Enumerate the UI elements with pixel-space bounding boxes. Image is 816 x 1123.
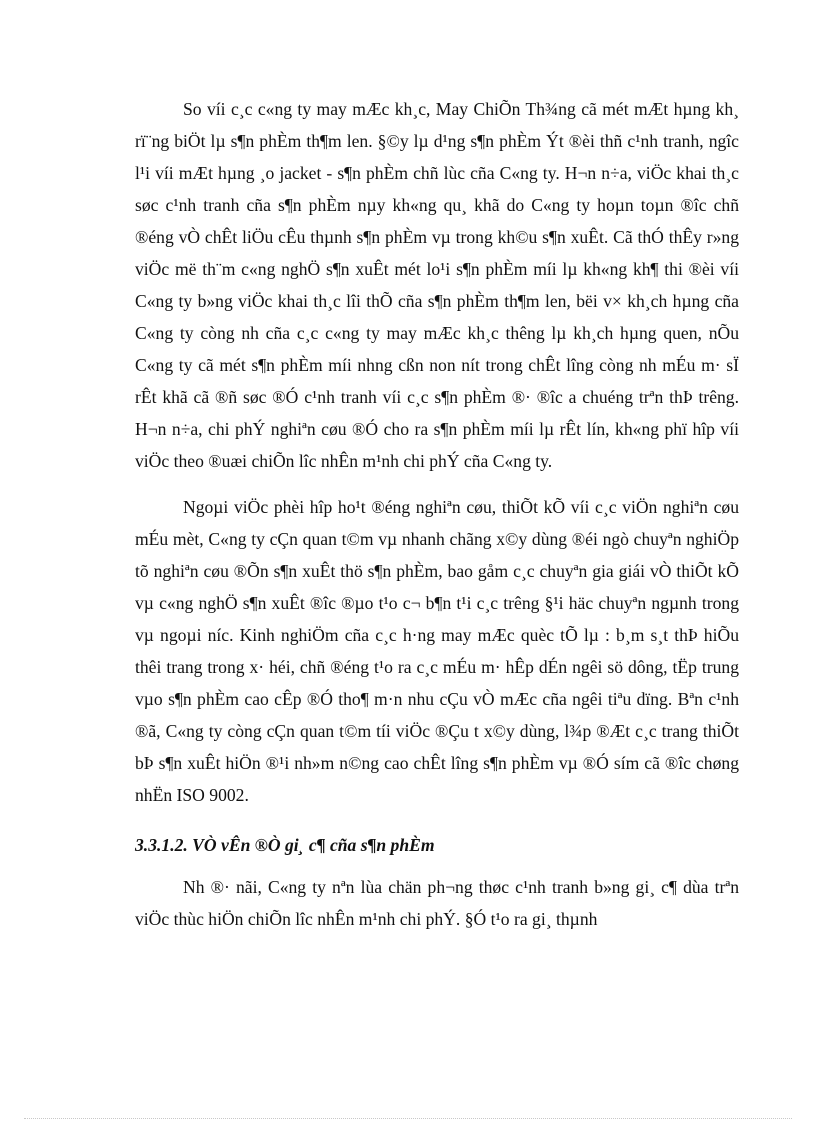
paragraph-price: Nh ®· nãi, C«ng ty nªn lùa chän ph¬ng thøc c¹nh tranh b»ng gi¸ c¶ dùa trªn viÖc thùc hiÖn chiÕn lîc nhÊn m¹nh chi phÝ. §Ó t¹o ra gi¸ thµnh (135, 877, 739, 929)
document-body (135, 93, 739, 935)
section-heading: 3.3.1.2. VÒ vÊn ®Ò gi¸ c¶ cña s¶n phÈm (135, 835, 435, 855)
paragraph-product-carpet: So víi c¸c c«ng ty may mÆc kh¸c, May ChiÕn Th¾ng cã mét mÆt hµng kh¸ rï¨ng biÖt lµ s¶n phÈm th¶m len. §©y lµ d¹ng s¶n phÈm Ýt ®èi thñ c¹nh tranh, ngîc l¹i víi mÆt hµng ¸o jacket - s¶n phÈm chñ lùc cña C«ng ty. H¬n n÷a, viÖc khai th¸c søc c¹nh tranh cña s¶n phÈm nµy kh«ng qu¸ khã do C«ng ty hoµn toµn ®îc chñ ®éng vÒ chÊt liÖu cÊu thµnh s¶n phÈm vµ trong kh©u s¶n xuÊt. Cã thÓ thÊy r»ng viÖc më th¨m c«ng nghÖ s¶n xuÊt mét lo¹i s¶n phÈm míi lµ kh«ng kh¶ thi ®èi víi C«ng ty b»ng viÖc khai th¸c lîi thÕ cña s¶n phÈm th¶m len, bëi v× kh¸ch hµng cña C«ng ty còng nh cña c¸c c«ng ty may mÆc kh¸c thêng lµ kh¸ch hµng quen, nÕu C«ng ty cã mét s¶n phÈm míi nhng cßn non nít trong chÊt lîng còng nh mÉu m· sÏ rÊt khã cã ®ñ søc ®Ó c¹nh tranh víi c¸c s¶n phÈm ®· ®îc a chuéng trªn thÞ trêng. H¬n n÷a, chi phÝ nghiªn cøu ®Ó cho ra s¶n phÈm míi lµ rÊt lín, kh«ng phï hîp víi viÖc theo ®uæi chiÕn lîc nhÊn m¹nh chi phÝ cña C«ng ty. (135, 99, 739, 471)
page-bottom-divider (24, 1118, 792, 1119)
paragraph-research-design: Ngoµi viÖc phèi hîp ho¹t ®éng nghiªn cøu, thiÕt kÕ víi c¸c viÖn nghiªn cøu mÉu mèt, C«ng ty cÇn quan t©m vµ nhanh chãng x©y dùng ®éi ngò chuyªn nghiÖp tõ nghiªn cøu ®Õn s¶n xuÊt thö s¶n phÈm, bao gåm c¸c chuyªn gia giái vÒ thiÕt kÕ vµ c«ng nghÖ s¶n xuÊt ®îc ®µo t¹o c¬ b¶n t¹i c¸c trêng §¹i häc chuyªn ngµnh trong vµ ngoµi níc. Kinh nghiÖm cña c¸c h·ng may mÆc quèc tÕ lµ : b¸m s¸t thÞ hiÕu thêi trang trong x· héi, chñ ®éng t¹o ra c¸c mÉu m· hÊp dÉn ngêi sö dông, tËp trung vµo s¶n phÈm cao cÊp ®Ó tho¶ m·n nhu cÇu vÒ mÆc cña ngêi tiªu dïng. Bªn c¹nh ®ã, C«ng ty còng cÇn quan t©m tíi viÖc ®Çu t x©y dùng, l¾p ®Æt c¸c trang thiÕt bÞ s¶n xuÊt hiÖn ®¹i nh»m n©ng cao chÊt lîng s¶n phÈm vµ ®Ó sím cã ®îc chøng nhËn ISO 9002. (135, 497, 739, 805)
